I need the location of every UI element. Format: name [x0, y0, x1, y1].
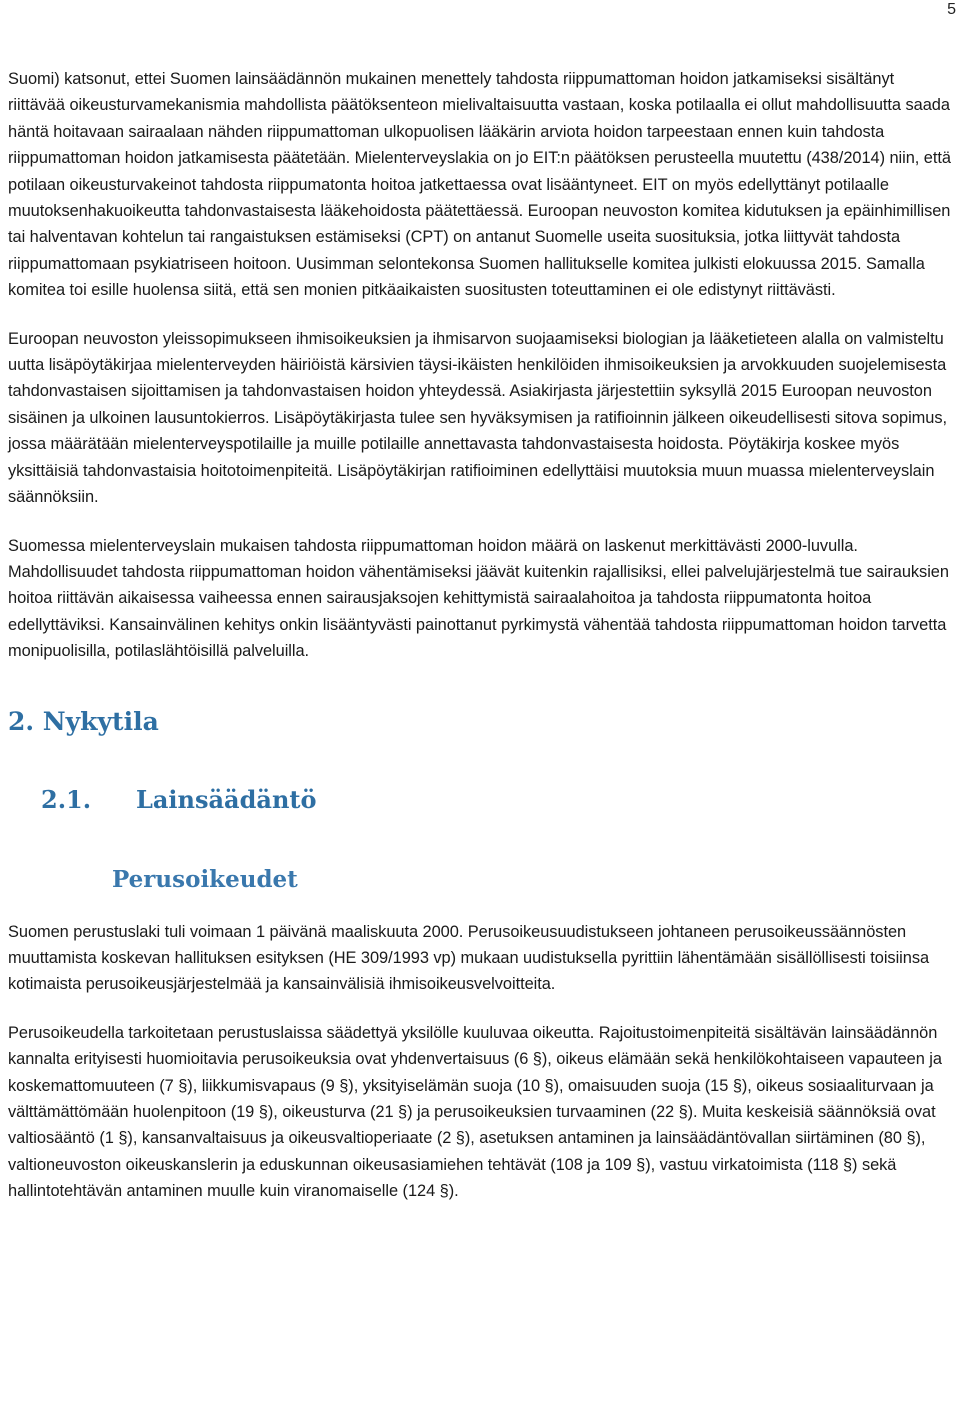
- heading-lainsaadanto: [41, 783, 954, 817]
- page-number: 5: [947, 1, 956, 18]
- paragraph-constitution: Suomen perustuslaki tuli voimaan 1 päivänä maaliskuuta 2000. Perusoikeusuudistukseen johtaneen perusoikeussäännösten muuttamista koskevan hallituksen esityksen (HE 309/1993 vp) mukaan uudistuksella pyrittiin lähentämään sisällöllisesti toisiinsa kotimaista perusoikeusjärjestelmää ja kansainvälisiä ihmisoikeusvelvoitteita.: [8, 922, 930, 994]
- paragraph-additional-protocol: Euroopan neuvoston yleissopimukseen ihmisoikeuksien ja ihmisarvon suojaamiseksi biologian ja lääketieteen alalla on valmisteltu uutta lisäpöytäkirjaa mielenterveyden häiriöistä kärsivien täysi-ikäisten henkilöiden ihmisoikeuksien ja arvokkuuden suojelemisesta tahdonvastaisen sijoittamisen ja tahdonvastaisen hoidon yhteydessä. Asiakirjasta järjestettiin syksyllä 2015 Euroopan neuvoston sisäinen ja ulkoinen lausuntokierros. Lisäpöytäkirjasta tulee sen hyväksymisen ja ratifioinnin jälkeen oikeudellisesti sitova sopimus, jossa määrätään mielenterveyspotilaille ja muille potilaille annettavasta tahdonvastaisesta hoidosta. Pöytäkirja koskee myös yksittäisiä tahdonvastaisia hoitotoimenpiteitä. Lisäpöytäkirjan ratifioiminen edellyttäisi muutoksia muun muassa mielenterveyslain säännöksiin.: [8, 329, 947, 507]
- document-body: [8, 66, 954, 1205]
- paragraph-fundamental-rights: Perusoikeudella tarkoitetaan perustuslaissa säädettyä yksilölle kuuluvaa oikeutta. Rajoitustoimenpiteitä sisältävän lainsäädännön kannalta erityisesti huomioitavia perusoikeuksia ovat yhdenvertaisuus (6 §), oikeus elämään sekä henkilökohtaiseen vapauteen ja koskemattomuuteen (7 §), liikkumisvapaus (9 §), yksityiselämän suoja (10 §), omaisuuden suoja (15 §), oikeus sosiaaliturvaan ja välttämättömään huolenpitoon (19 §), oikeusturva (21 §) ja perusoikeuksien turvaaminen (22 §). Muita keskeisiä säännöksiä ovat valtiosääntö (1 §), kansanvaltaisuus ja oikeusvaltioperiaate (2 §), asetuksen antaminen ja lainsäädäntövallan siirtäminen (80 §), valtioneuvoston oikeuskanslerin ja eduskunnan oikeusasiamiehen tehtävät (108 ja 109 §), vastuu virkatoimista (118 §) sekä hallintotehtävän antaminen muulle kuin viranomaiselle (124 §).: [8, 1023, 942, 1201]
- heading-perusoikeudet: Perusoikeudet: [112, 865, 298, 893]
- heading-title: Lainsäädäntö: [136, 784, 317, 814]
- paragraph-echr-ruling: Suomi) katsonut, ettei Suomen lainsäädännön mukainen menettely tahdosta riippumattoman hoidon jatkamiseksi sisältänyt riittävää oikeusturvamekanismia mahdollista päätöksenteon mielivaltaisuutta vastaan, koska potilaalla ei ollut mahdollisuutta saada häntä hoitavaan sairaalaan nähden riippumattoman ulkopuolisen lääkärin arviota hoidon tarpeestaan ennen kuin tahdosta riippumattoman hoidon jatkamisesta päätetään. Mielenterveyslakia on jo EIT:n päätöksen perusteella muutettu (438/2014) niin, että potilaan oikeusturvakeinot tahdosta riippumatonta hoitoa jatkettaessa ovat lisääntyneet. EIT on myös edellyttänyt potilaalle muutoksenhakuoikeutta tahdonvastaisesta lääkehoidosta päätettäessä. Euroopan neuvoston komitea kidutuksen ja epäinhimillisen tai halventavan kohtelun tai rangaistuksen estämiseksi (CPT) on antanut Suomelle useita suosituksia, jotka liittyvät tahdosta riippumattomaan psykiatriseen hoitoon. Uusimman selontekonsa Suomen hallitukselle komitea julkisti elokuussa 2015. Samalla komitea toi esille huolensa siitä, että sen monien pitkäaikaisten suositusten toteuttaminen ei ole edistynyt riittävästi.: [8, 70, 951, 300]
- heading-number: 2.1.: [41, 784, 92, 814]
- paragraph-involuntary-care-trend: Suomessa mielenterveyslain mukaisen tahdosta riippumattoman hoidon määrä on laskenut merkittävästi 2000-luvulla. Mahdollisuudet tahdosta riippumattoman hoidon vähentämiseksi jäävät kuitenkin rajallisiksi, ellei palvelujärjestelmä tue sairauksien hoitoa riittävän aikaisessa vaiheessa ennen sairausjaksojen kehittymistä sairaalahoitoa ja tahdosta riippumatonta hoitoa edellyttäviksi. Kansainvälinen kehitys onkin lisääntyvästi painottanut pyrkimystä vähentää tahdosta riippumattoman hoidon tarvetta monipuolisilla, potilaslähtöisillä palveluilla.: [8, 536, 949, 661]
- heading-nykytila: 2. Nykytila: [8, 706, 159, 736]
